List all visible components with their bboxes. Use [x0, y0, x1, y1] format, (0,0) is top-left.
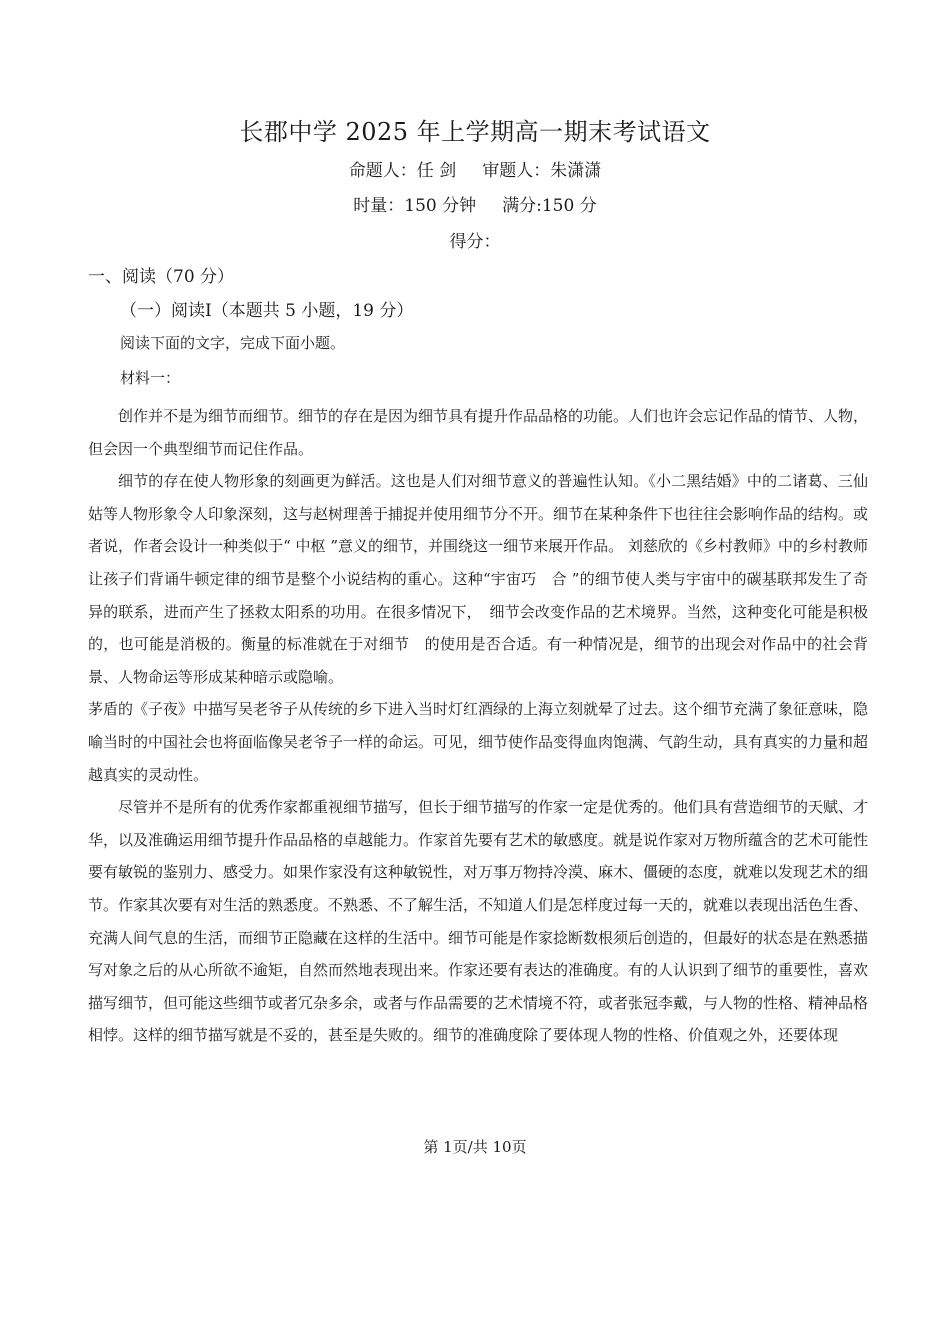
proposer: 命题人：任 剑 [348, 161, 457, 181]
score-label: 得分： [449, 232, 501, 252]
time-line [0, 191, 950, 216]
author-line [0, 156, 950, 181]
reviewer: 审题人：朱潇潇 [482, 161, 602, 181]
material-label: 材料一： [120, 369, 181, 387]
section-heading: 一、阅读（70 分） [88, 267, 235, 287]
subsection-heading: （一）阅读Ⅰ（本题共 5 小题，19 分） [120, 301, 414, 321]
instruction: 阅读下面的文字，完成下面小题。 [120, 334, 346, 352]
duration: 时量：150 分钟 [353, 196, 477, 216]
full-score: 满分:150 分 [502, 196, 597, 216]
paragraph: 尽管并不是所有的优秀作家都重视细节描写，但长于细节描写的作家一定是优秀的。他们具有营造细节的天赋、才华，以及准确运用细节提升作品品格的卓越能力。作家首先要有艺术的敏感度。就是说作家对万物所蕴含的艺术可能性要有敏锐的鉴别力、感受力。如果作家没有这种敏锐性，对万事万物持冷漠、麻木、僵硬的态度，就难以发现艺术的细节。作家其次要有对生活的熟悉度。不熟悉、不了解生活，不知道人们是怎样度过每一天的，就难以表现出活色生香、充满人间气息的生活，而细节正隐藏在这样的生活中。细节可能是作家捻断数根须后创造的，但最好的状态是在熟悉描写对象之后的从心所欲不逾矩，自然而然地表现出来。作家还要有表达的准确度。有的人认识到了细节的重要性，喜欢描写细节，但可能这些细节或者冗杂多余，或者与作品需要的艺术情境不符，或者张冠李戴，与人物的性格、精神品格相悖。这样的细节描写就是不妥的，甚至是失败的。细节的准确度除了要体现人物的性格、价值观之外，还要体现 [88, 798, 869, 1045]
paragraph: 创作并不是为细节而细节。细节的存在是因为细节具有提升作品品格的功能。人们也许会忘记作品的情节、人物，但会因一个典型细节而记住作品。 [88, 407, 869, 458]
paragraph: 细节的存在使人物形象的刻画更为鲜活。这也是人们对细节意义的普遍性认知。《小二黑结婚》中的二诸葛、三仙姑等人物形象令人印象深刻，这与赵树理善于捕捉并使用细节分不开。细节在某种条件下也往往会影响作品的结构。或者说，作者会设计一种类似于“ 中枢 ”意义的细节，并围绕这一细节来展开作品。 刘慈欣的《乡村教师》中的乡村教师让孩子们背诵牛顿定律的细节是整个小说结构的重心。这种“宇宙巧 合 ”的细节使人类与宇宙中的碳基联邦发生了奇异的联系，进而产生了拯救太阳系的功用。在很多情况下， 细节会改变作品的艺术境界。当然，这种变化可能是积极的，也可能是消极的。衡量的标准就在于对细节 的使用是否合适。有一种情况是，细节的出现会对作品中的社会背景、人物命运等形成某种暗示或隐喻。 [88, 472, 869, 686]
paragraph: 茅盾的《子夜》中描写吴老爷子从传统的乡下进入当时灯红酒绿的上海立刻就晕了过去。这个细节充满了象征意味，隐喻当时的中国社会也将面临像吴老爷子一样的命运。可见，细节使作品变得血肉饱满、气韵生动，具有真实的力量和超越真实的灵动性。 [88, 700, 869, 784]
exam-title: 长郡中学 2025 年上学期高一期末考试语文 [239, 118, 711, 146]
reading-passage [88, 400, 868, 1052]
page-footer: 第 1页/共 10页 [423, 1138, 527, 1156]
